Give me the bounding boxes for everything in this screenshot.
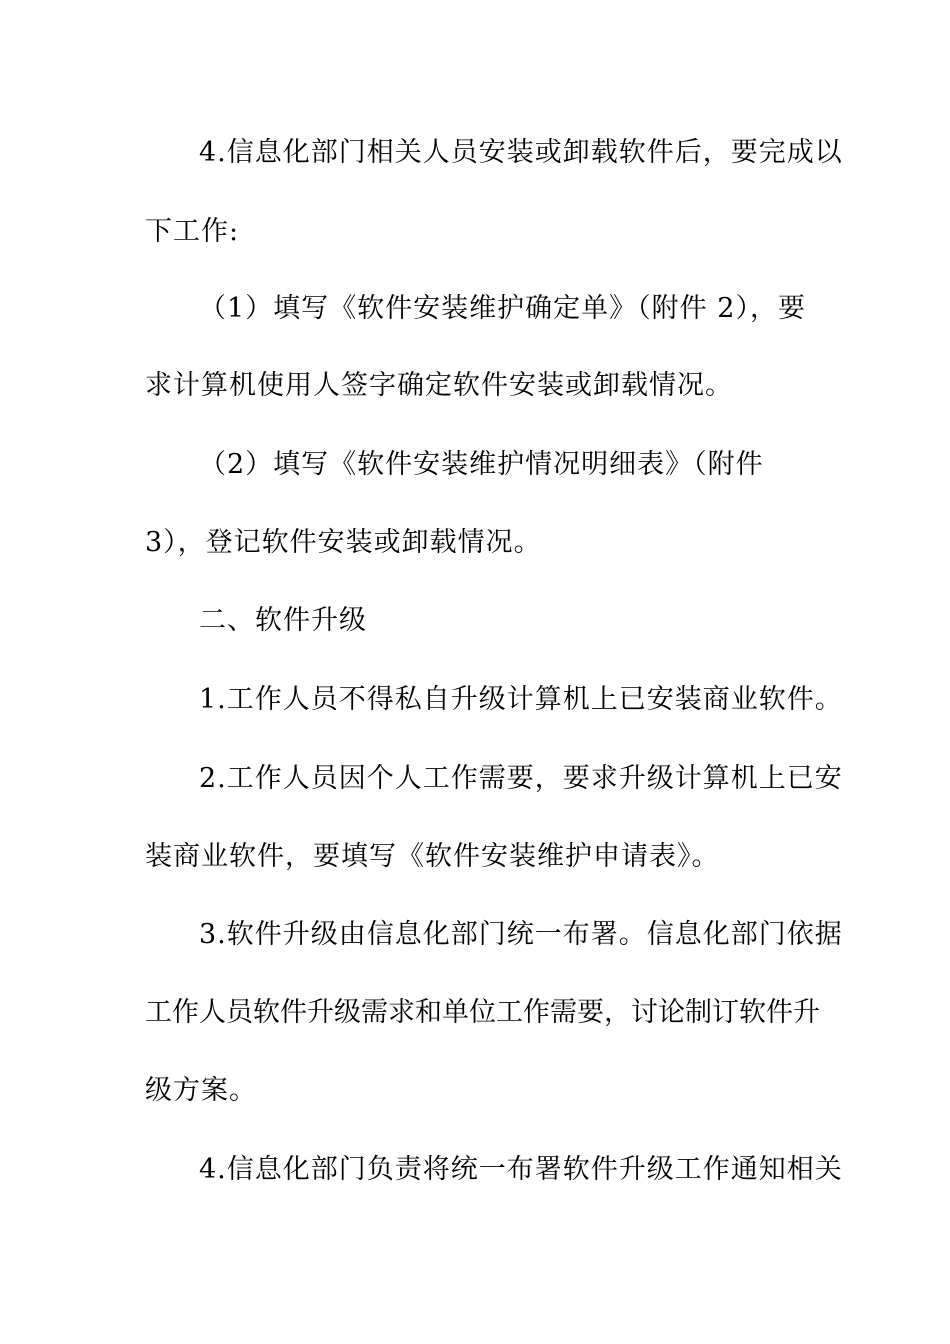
paragraph-line: 下工作: [145, 216, 240, 247]
paragraph-line: 装商业软件，要填写《软件安装维护申请表》。 [145, 841, 720, 872]
paragraph-line: （1）填写《软件安装维护确定单》（附件 2），要 [199, 293, 806, 324]
paragraph-line: 4.信息化部门相关人员安装或卸载软件后，要完成以 [199, 137, 843, 168]
section-heading: 二、软件升级 [199, 605, 367, 636]
paragraph-line: 2.工作人员因个人工作需要，要求升级计算机上已安 [199, 763, 843, 794]
paragraph-line: （2）填写《软件安装维护情况明细表》（附件 [199, 449, 764, 480]
paragraph-line: 级方案。 [145, 1075, 257, 1106]
paragraph-line: 求计算机使用人签字确定软件安装或卸载情况。 [145, 370, 733, 401]
paragraph-line: 4.信息化部门负责将统一布署软件升级工作通知相关 [199, 1154, 843, 1185]
paragraph-line: 工作人员软件升级需求和单位工作需要，讨论制订软件升 [145, 997, 820, 1028]
paragraph-line: 3.软件升级由信息化部门统一布署。信息化部门依据 [199, 919, 843, 950]
paragraph-line: 3），登记软件安装或卸载情况。 [145, 527, 542, 558]
paragraph-line: 1.工作人员不得私自升级计算机上已安装商业软件。 [199, 684, 843, 715]
